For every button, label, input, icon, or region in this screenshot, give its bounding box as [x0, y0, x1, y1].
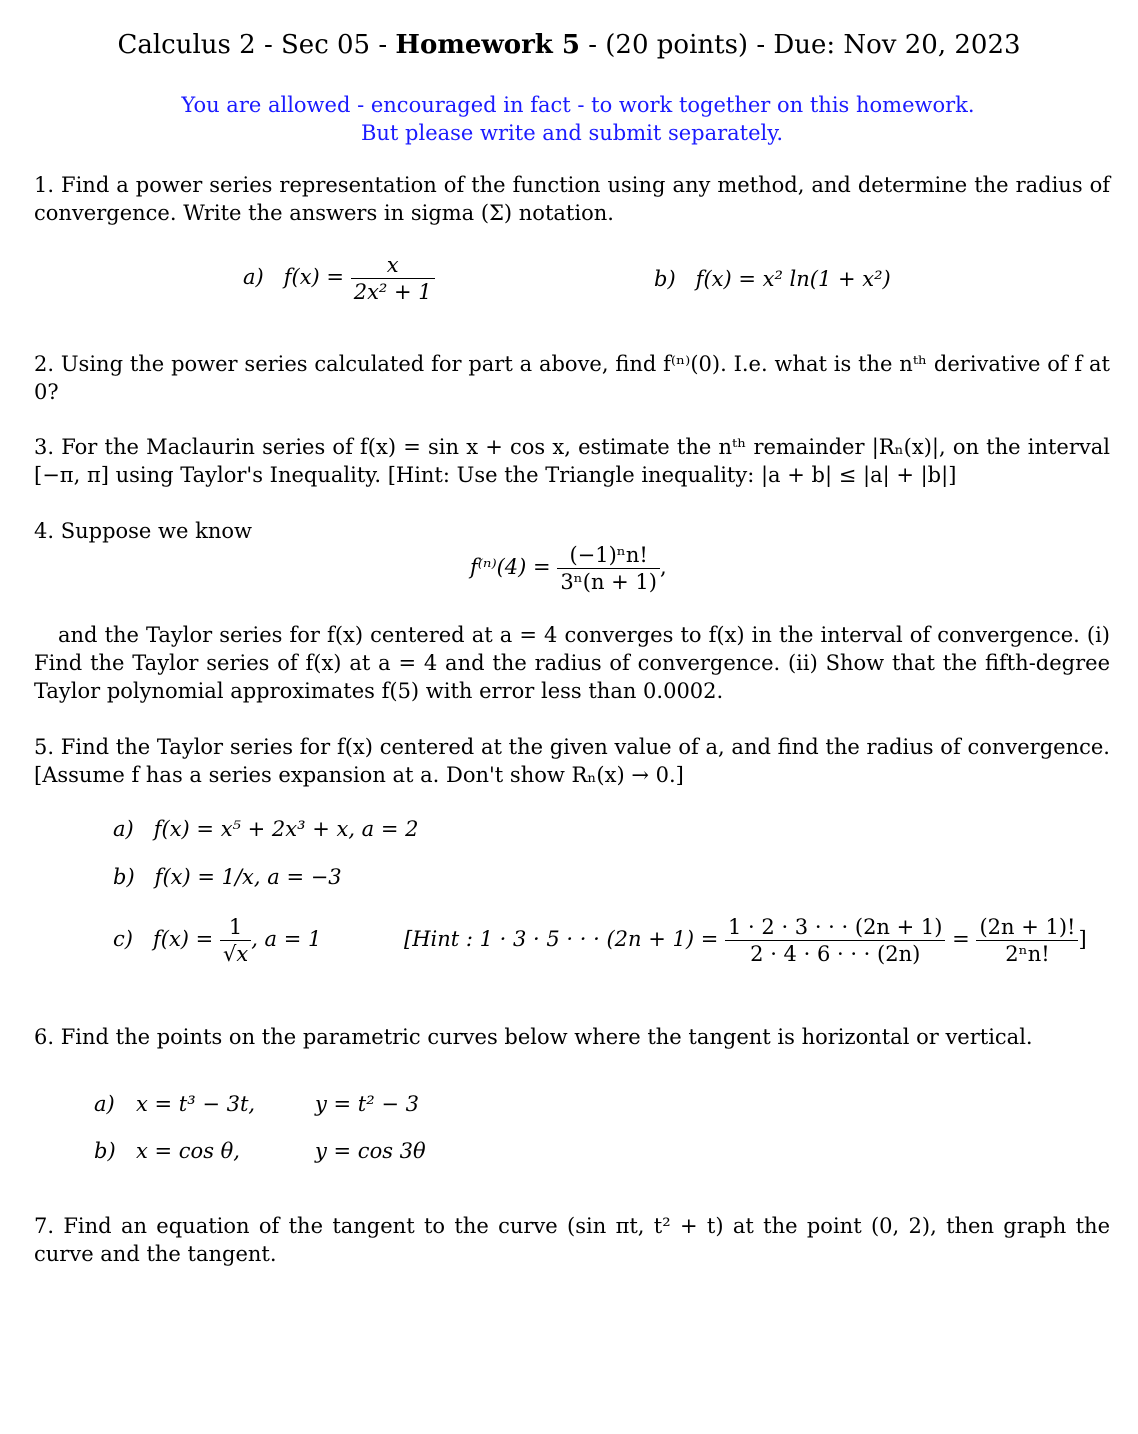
problem-2-text: 2. Using the power series calculated for part a above, find f⁽ⁿ⁾(0). I.e. what is the nᵗʰ derivative of f at 0? [34, 352, 1110, 404]
hint-fraction-1-numerator: 1 · 2 · 3 · · · (2n + 1) [725, 914, 945, 941]
collaboration-note-line1: You are allowed - encouraged in fact - to work together on this homework. [181, 93, 975, 117]
problem-5b-expression: f(x) = 1/x, a = −3 [154, 865, 342, 889]
hint-fraction-2-numerator: (2n + 1)! [976, 914, 1078, 941]
problem-5c-numerator: 1 [220, 914, 251, 941]
problem-4-comma: , [659, 555, 667, 579]
problem-5b [113, 863, 342, 891]
problem-5a [113, 815, 419, 843]
title-suffix: - (20 points) - Due: Nov 20, 2023 [579, 30, 1021, 60]
hint-fraction-2 [976, 914, 1078, 967]
page-title [0, 30, 1138, 60]
problem-1-text: 1. Find a power series representation of the function using any method, and determine the radius of convergence. Write the answers in sigma (Σ) notation. [34, 173, 1110, 225]
problem-4-lhs: f⁽ⁿ⁾(4) = [470, 555, 551, 579]
problem-6a-y: y = t² − 3 [315, 1092, 419, 1116]
problem-1a-label: a) [243, 265, 264, 289]
problem-1a-fraction [351, 252, 435, 305]
problem-5c-fraction [220, 914, 251, 967]
problem-5c [113, 914, 321, 967]
problem-6b-x: x = cos θ, [136, 1139, 240, 1163]
problem-6b-y: y = cos 3θ [315, 1139, 426, 1163]
problem-4-equation [470, 542, 667, 595]
problem-5c-hint [404, 914, 1087, 967]
problem-5c-denominator: √x [222, 942, 249, 966]
problem-1a-numerator: x [351, 252, 435, 279]
hint-fraction-1-denominator: 2 · 4 · 6 · · · (2n) [750, 942, 921, 966]
problem-5c-label: c) [113, 927, 133, 951]
hint-fraction-1 [725, 914, 945, 967]
title-homework: Homework 5 [395, 30, 580, 60]
problem-1b [654, 265, 891, 293]
problem-3-text: 3. For the Maclaurin series of f(x) = sin x + cos x, estimate the nᵗʰ remainder |Rₙ(x)|, on the interval [−π, π] using Taylor's Inequality. [Hint: Use the Triangle inequality: |a + b| ≤ |a| + |b|] [34, 435, 1110, 487]
problem-6b-label: b) [94, 1139, 116, 1163]
problem-4-numerator: (−1)ⁿn! [557, 542, 660, 569]
problem-5-text: 5. Find the Taylor series for f(x) centered at the given value of a, and find the radius of convergence. [Assume f has a series expansion at a. Don't show Rₙ(x) → 0.] [34, 735, 1110, 787]
problem-1b-label: b) [654, 267, 676, 291]
problem-6a-x: x = t³ − 3t, [136, 1092, 256, 1116]
problem-4-denominator: 3ⁿ(n + 1) [560, 570, 657, 594]
hint-close-bracket: ] [1078, 927, 1087, 951]
hint-prefix: [Hint : 1 · 3 · 5 · · · (2n + 1) = [404, 927, 719, 951]
problem-1a-denominator: 2x² + 1 [353, 280, 432, 304]
problem-5c-center: , a = 1 [251, 927, 322, 951]
problem-5b-label: b) [113, 865, 135, 889]
problem-4-fraction [557, 542, 660, 595]
problem-7-text: 7. Find an equation of the tangent to the curve (sin πt, t² + t) at the point (0, 2), then graph the curve and the tangent. [34, 1214, 1110, 1266]
problem-5a-expression: f(x) = x⁵ + 2x³ + x, a = 2 [153, 817, 419, 841]
problem-1a [243, 252, 435, 305]
problem-6-text: 6. Find the points on the parametric curves below where the tangent is horizontal or vertical. [34, 1025, 1033, 1049]
problem-5c-lhs: f(x) = [153, 927, 214, 951]
hint-fraction-2-denominator: 2ⁿn! [1005, 942, 1050, 966]
problem-1b-expression: f(x) = x² ln(1 + x²) [695, 267, 891, 291]
problem-1a-lhs: f(x) = [283, 265, 345, 289]
problem-6a-label: a) [94, 1092, 115, 1116]
problem-5a-label: a) [113, 817, 134, 841]
collaboration-note-line2: But please write and submit separately. [360, 121, 784, 145]
title-prefix: Calculus 2 - Sec 05 - [117, 30, 396, 60]
problem-4-intro: 4. Suppose we know [34, 519, 252, 543]
hint-equals: = [952, 927, 970, 951]
problem-4-text: and the Taylor series for f(x) centered at a = 4 converges to f(x) in the interval of convergence. (i) Find the Taylor series of f(x) at a = 4 and the radius of convergence. (ii) Show that the fifth-degree Taylor polynomial approximates f(5) with error less than 0.0002. [34, 623, 1110, 703]
